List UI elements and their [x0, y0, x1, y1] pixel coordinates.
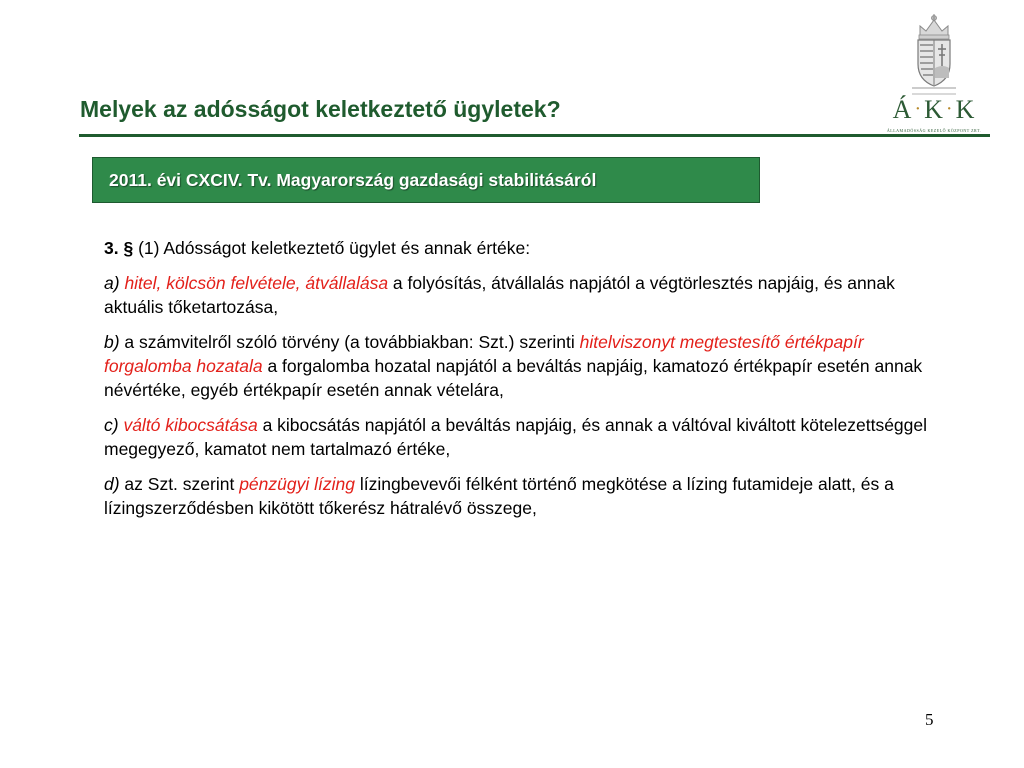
page-number: 5: [925, 710, 934, 729]
list-item: [104, 472, 954, 520]
logo-subtitle: ÁLLAMADÓSSÁG KEZELŐ KÖZPONT ZRT.: [886, 128, 982, 133]
logo-dot: ·: [945, 98, 954, 120]
list-item: [104, 330, 954, 402]
logo-letters: [876, 95, 992, 125]
intro-text: (1) Adósságot keletkeztető ügylet és annak értéke:: [133, 238, 531, 258]
akk-logo: [876, 14, 992, 132]
slide-body: [104, 236, 954, 531]
item-text: lízingbevevői félként történő megkötése a lízing futamideje alatt, és a lízingszerződésben kikötött tőkerész hátralévő összege,: [104, 474, 894, 518]
coat-of-arms-icon: [906, 14, 962, 96]
list-item: [104, 413, 954, 461]
slide-title: Melyek az adósságot keletkeztető ügyletek?: [80, 96, 561, 122]
logo-letter: K: [924, 95, 944, 124]
section-number: 3. §: [104, 238, 134, 258]
item-highlight: hitel, kölcsön felvétele, átvállalása: [124, 273, 389, 293]
item-text: a folyósítás, átvállalás napjától a végtörlesztés napjáig, és annak aktuális tőketartozása,: [104, 273, 895, 317]
item-marker: d): [104, 474, 120, 494]
item-marker: a): [104, 273, 120, 293]
item-text: a kibocsátás napjától a beváltás napjáig, és annak a váltóval kiváltott kötelezettséggel megegyező, kamatot nem tartalmazó értéke,: [104, 415, 928, 459]
logo-letter: Á: [892, 95, 913, 124]
item-marker: b): [104, 332, 120, 352]
law-reference-text: 2011. évi CXCIV. Tv. Magyarország gazdasági stabilitásáról: [109, 169, 597, 190]
title-divider: [79, 134, 990, 137]
item-marker: c): [104, 415, 119, 435]
logo-dot: ·: [914, 98, 923, 120]
intro-paragraph: [104, 236, 954, 260]
list-item: [104, 271, 954, 319]
item-highlight: pénzügyi lízing: [239, 474, 355, 494]
item-pre-text: a számvitelről szóló törvény (a továbbiakban: Szt.) szerinti: [119, 332, 580, 352]
item-highlight: hitelviszonyt megtestesítő értékpapír forgalomba hozatala: [104, 332, 864, 376]
logo-letter: K: [955, 95, 976, 124]
law-reference-box: [92, 157, 760, 203]
item-text: a forgalomba hozatal napjától a beváltás napjáig, kamatozó értékpapír esetén annak névértéke, egyéb értékpapír esetén annak vételára,: [104, 356, 923, 400]
item-pre-text: az Szt. szerint: [119, 474, 240, 494]
item-highlight: váltó kibocsátása: [123, 415, 258, 435]
